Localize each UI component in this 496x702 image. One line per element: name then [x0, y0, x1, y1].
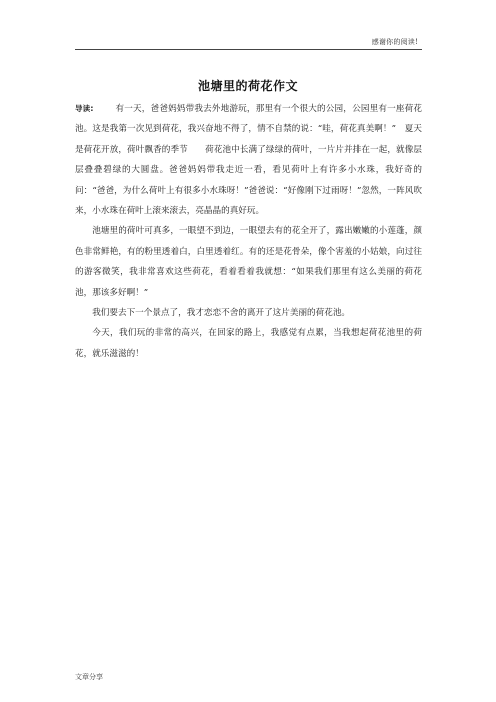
page-footer-text: 文章分享	[75, 673, 103, 681]
body-paragraph-2: 我们要去下一个景点了，我才恋恋不舍的离开了这片美丽的荷花池。	[92, 308, 351, 319]
document-title: 池塘里的荷花作文	[197, 79, 298, 93]
page-header-text: 感谢你的阅读!	[371, 38, 418, 46]
body-paragraph-1: 池塘里的荷叶可真多，一眼望不到边，一眼望去有的花全开了，露出嫩嫩的小莲蓬，颜色非常鲜艳，有的粉里透着白，白里透着红。有的还是花骨朵，像个害羞的小姑娘，向过往的游客微笑，我非常喜欢这些荷花，看着看着我就想：“如果我们那里有这么美丽的荷花池，那该多好啊！”	[75, 226, 422, 298]
body-paragraph-3: 今天，我们玩的非常的高兴，在回家的路上，我感觉有点累，当我想起荷花池里的荷花，就乐滋滋的！	[75, 328, 422, 359]
lead-text: 有一天，爸爸妈妈带我去外地游玩，那里有一个很大的公园，公园里有一座荷花池。这是我第一次见到荷花，我兴奋地不得了，情不自禁的说：“哇，荷花真美啊！” 夏天是荷花开放，荷叶飘香的季节 荷花池中长满了绿绿的荷叶，一片片并排在一起，就像层层叠叠碧绿的大圆盘。爸爸妈妈带我走近一看，看见荷叶上有许多小水珠，我好奇的问：“爸爸，为什么荷叶上有很多小水珠呀！”爸爸说：“好像刚下过雨呀！”忽然，一阵风吹来，小水珠在荷叶上滚来滚去，亮晶晶的真好玩。	[75, 104, 422, 217]
lead-label: 导读:	[75, 104, 94, 113]
document-body	[75, 99, 422, 364]
lead-paragraph	[75, 99, 422, 221]
header-divider	[75, 49, 422, 50]
